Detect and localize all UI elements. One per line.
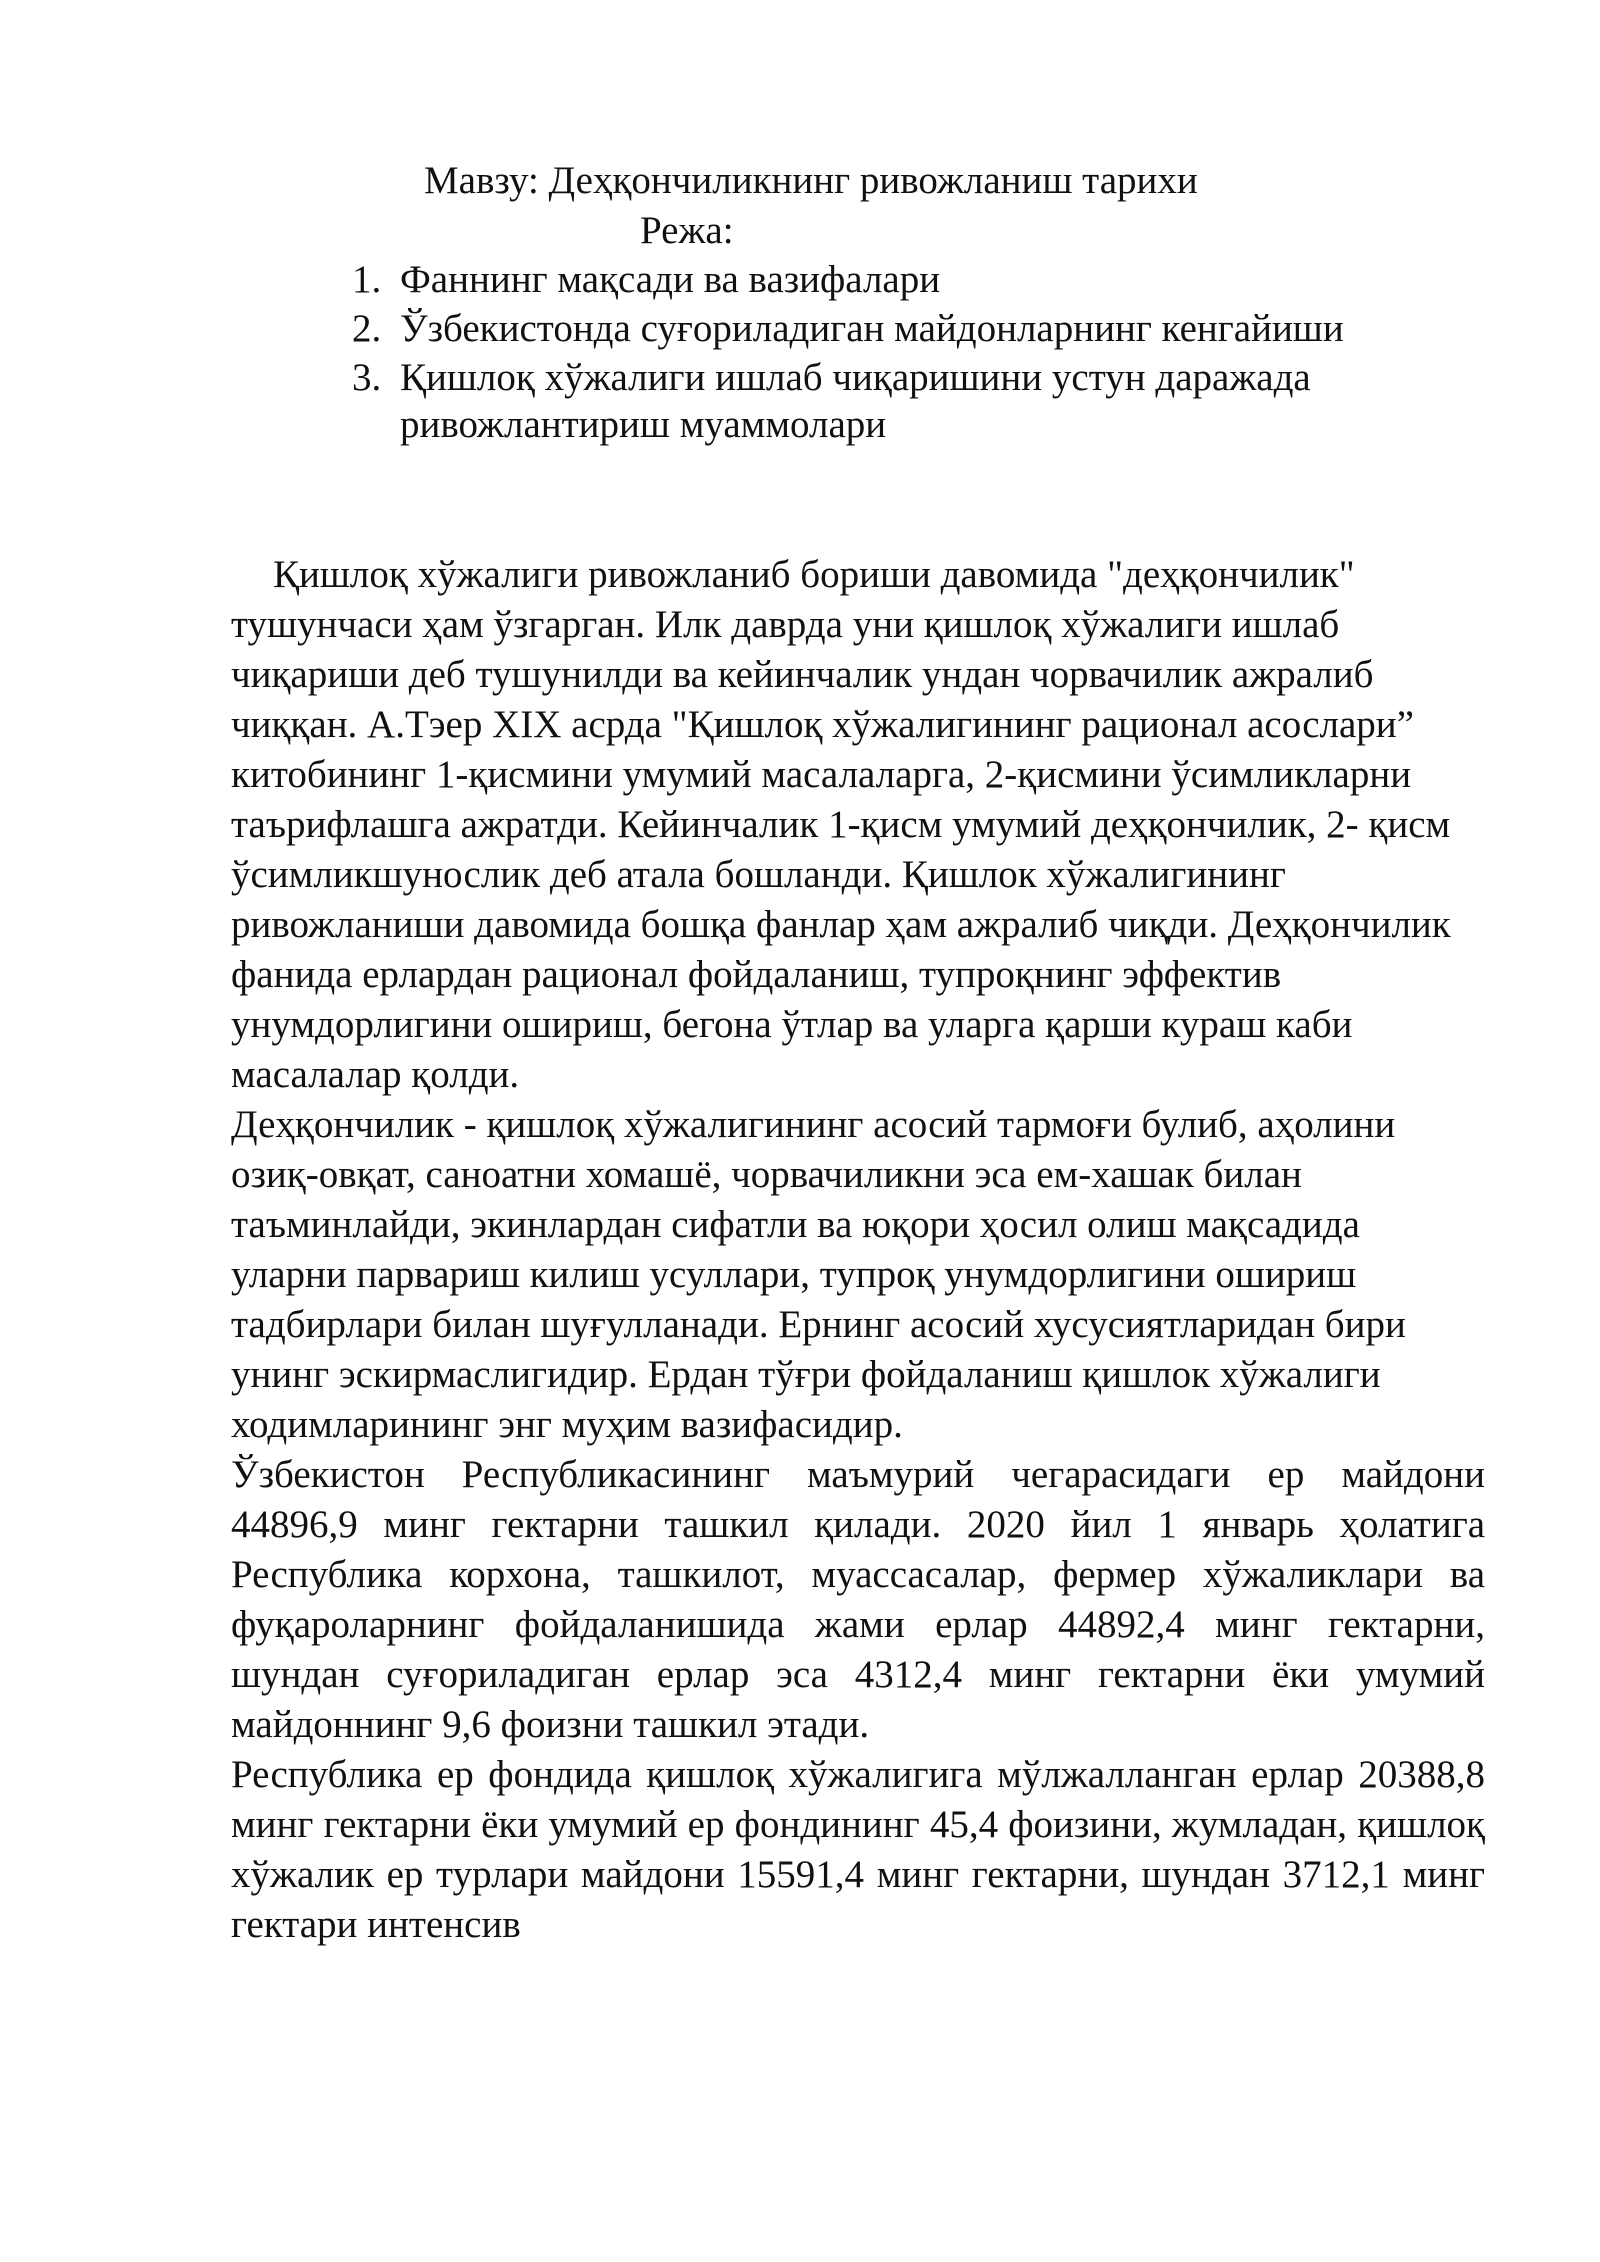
document-body <box>231 550 1485 1950</box>
plan-item-number: 1. <box>352 258 382 301</box>
plan-item-text: Ўзбекистонда суғориладиган майдонларнинг кенгайиши <box>400 307 1344 350</box>
plan-heading: Режа: <box>640 209 734 252</box>
plan-item-number: 3. <box>352 356 382 399</box>
plan-item <box>346 256 1496 303</box>
plan-item-number: 2. <box>352 307 382 350</box>
plan-item-text: Фаннинг мақсади ва вазифалари <box>400 258 941 301</box>
paragraph-definition: Деҳқончилик - қишлоқ хўжалигининг асосий тармоғи булиб, аҳолини озиқ-овқат, саноатни хомашё, чорвачиликни эса ем-хашак билан таъминлайди, экинлардан сифатли ва юқори ҳосил олиш мақсадида уларни парвариш килиш усуллари, тупроқ унумдорлигини ошириш тадбирлари билан шуғулланади. Ернинг асосий хусусиятларидан бири унинг эскирмаслигидир. Ердан тўғри фойдаланиш қишлок хўжалиги ходимларининг энг муҳим вазифасидир. <box>231 1103 1406 1446</box>
plan-item <box>346 354 1496 448</box>
paragraph-history: Қишлоқ хўжалиги ривожланиб бориши давомида "деҳқончилик" тушунчаси ҳам ўзгарган. Илк даврда уни қишлоқ хўжалиги ишлаб чиқариши деб тушунилди ва кейинчалик ундан чорвачилик ажралиб чиққан. А.Тэер XIX асрда "Қишлоқ хўжалигининг рационал асослари” китобининг 1-қисмини умумий масалаларга, 2-қисмини ўсимликларни таърифлашга ажратди. Кейинчалик 1-қисм умумий деҳқончилик, 2- қисм ўсимликшунослик деб атала бошланди. Қишлок хўжалигининг ривожланиши давомида бошқа фанлар ҳам ажралиб чиқди. Деҳқончилик фанида ерлардан рационал фойдаланиш, тупроқнинг эффектив унумдорлигини ошириш, бегона ўтлар ва уларга қарши кураш каби масалалар қолди. <box>231 553 1451 1096</box>
plan-item-text: Қишлоқ хўжалиги ишлаб чиқаришини устун даражада ривожлантириш муаммолари <box>400 356 1311 446</box>
paragraph-land-area: Ўзбекистон Республикасининг маъмурий чегарасидаги ер майдони 44896,9 минг гектарни ташкил қилади. 2020 йил 1 январь ҳолатига Республика корхона, ташкилот, муассасалар, фермер хўжаликлари ва фуқароларнинг фойдаланишида жами ерлар 44892,4 минг гектарни, шундан суғориладиган ерлар эса 4312,4 минг гектарни ёки умумий майдоннинг 9,6 фоизни ташкил этади. <box>231 1453 1485 1746</box>
paragraph-land-fund: Республика ер фондида қишлоқ хўжалигига мўлжалланган ерлар 20388,8 минг гектарни ёки умумий ер фондининг 45,4 фоизини, жумладан, қишлоқ хўжалик ер турлари майдони 15591,4 минг гектарни, шундан 3712,1 минг гектари интенсив <box>231 1753 1485 1946</box>
plan-list <box>346 256 1496 450</box>
document-title: Мавзу: Деҳқончиликнинг ривожланиш тарихи <box>424 159 1198 202</box>
plan-item <box>346 305 1496 352</box>
